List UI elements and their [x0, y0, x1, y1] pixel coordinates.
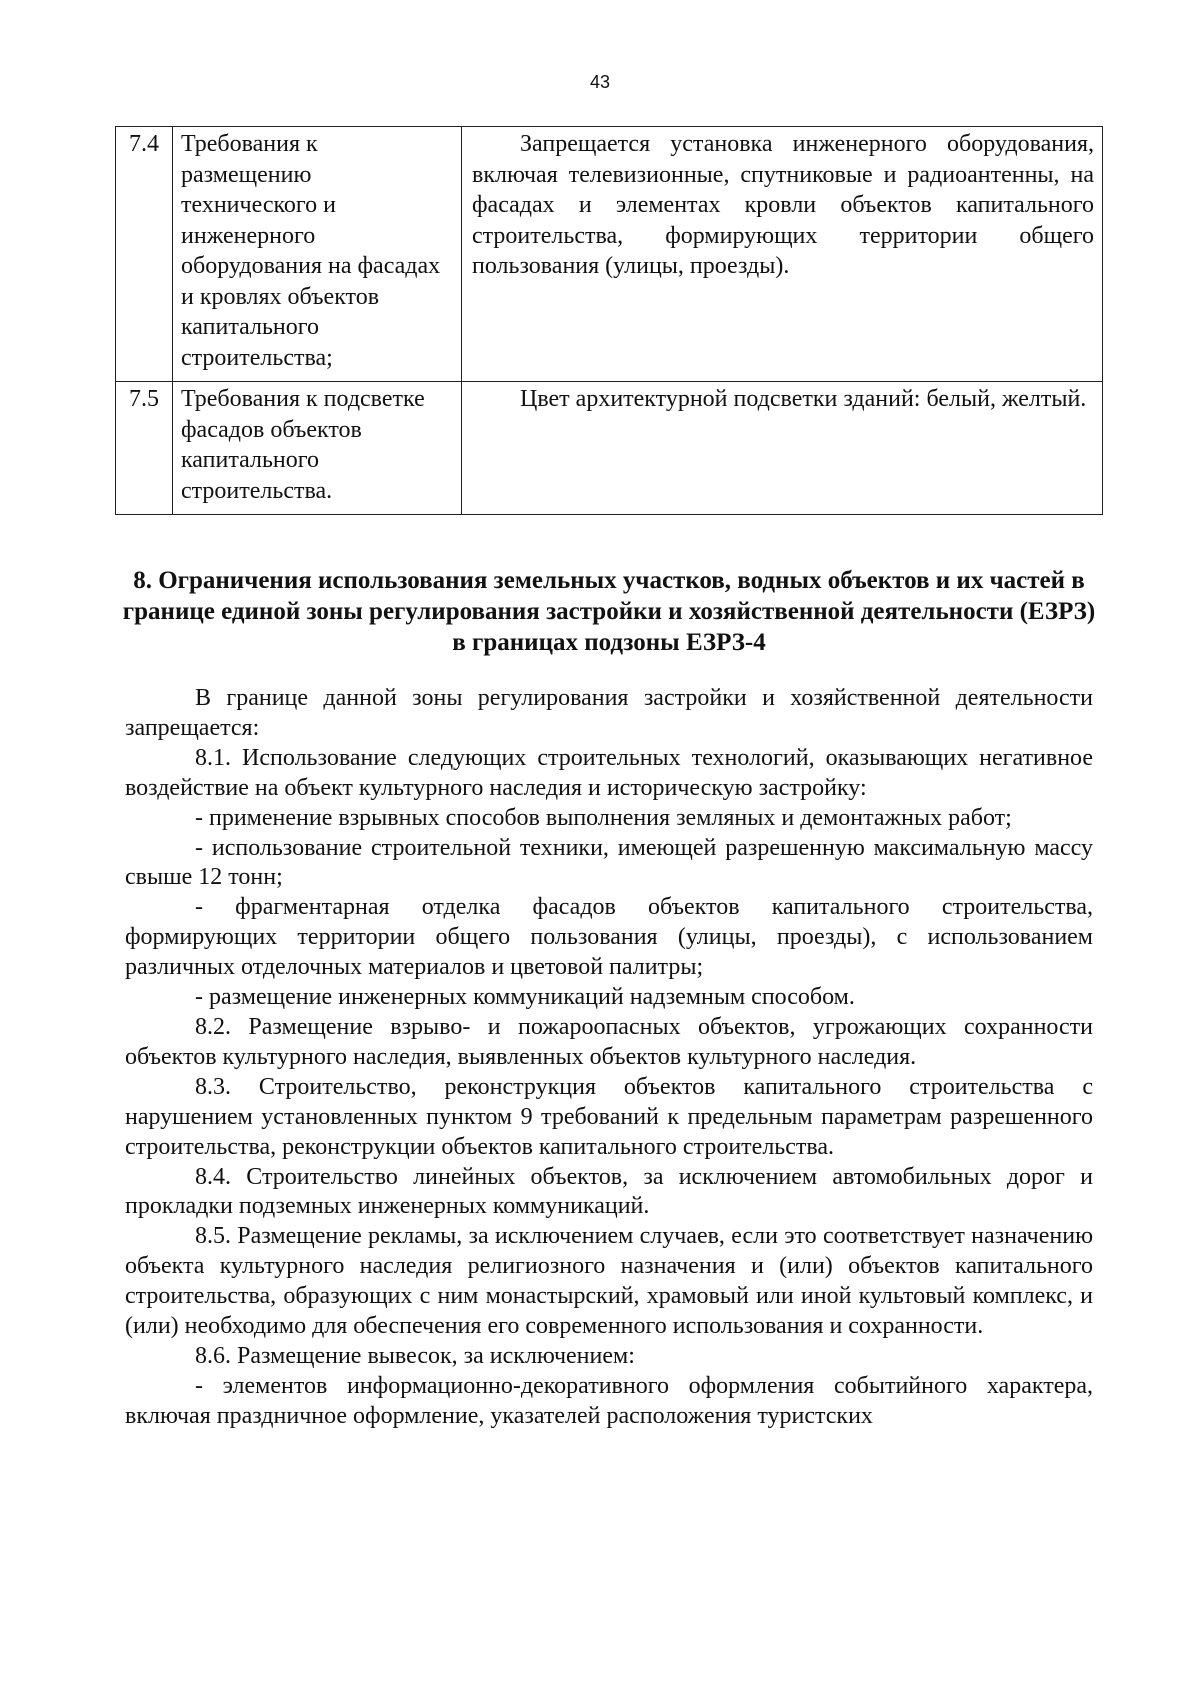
paragraph: - элементов информационно-декоративного оформления событийного характера, включая праздничное оформление, указателей расположения туристских	[125, 1372, 1093, 1429]
requirement-text: Цвет архитектурной подсветки зданий: белый, желтый.	[462, 382, 1103, 515]
paragraph: 8.1. Использование следующих строительных технологий, оказывающих негативное воздействие на объект культурного наследия и историческую застройку:	[125, 744, 1093, 801]
paragraph: 8.2. Размещение взрыво- и пожароопасных объектов, угрожающих сохранности объектов культурного наследия, выявленных объектов культурного наследия.	[125, 1013, 1093, 1070]
paragraph: В границе данной зоны регулирования застройки и хозяйственной деятельности запрещается:	[125, 685, 1093, 741]
row-number: 7.5	[116, 382, 173, 515]
requirement-text: Запрещается установка инженерного оборудования, включая телевизионные, спутниковые и радиоантенны, на фасадах и элементах кровли объектов капитального строительства, формирующих территории общего пользования (улицы, проезды).	[462, 127, 1103, 382]
paragraph: 8.6. Размещение вывесок, за исключением:	[195, 1342, 635, 1369]
paragraph: - фрагментарная отделка фасадов объектов капитального строительства, формирующих территории общего пользования (улицы, проезды), с использованием различных отделочных материалов и цветовой палитры;	[125, 894, 1093, 981]
page-number: 43	[589, 72, 611, 92]
section-heading: 8. Ограничения использования земельных участков, водных объектов и их частей в границе единой зоны регулирования застройки и хозяйственной деятельности (ЕЗРЗ) в границах подзоны ЕЗРЗ-4	[122, 567, 1096, 656]
paragraph: 8.3. Строительство, реконструкция объектов капитального строительства с нарушением установленных пунктом 9 требований к предельным параметрам разрешенного строительства, реконструкции объектов капитального строительства.	[125, 1073, 1093, 1160]
paragraph: - применение взрывных способов выполнения земляных и демонтажных работ;	[195, 804, 1012, 831]
requirement-name: Требования к подсветке фасадов объектов капитального строительства.	[173, 382, 462, 515]
requirement-name: Требования к размещению технического и инженерного оборудования на фасадах и кровлях объектов капитального строительства;	[173, 127, 462, 382]
paragraph: - использование строительной техники, имеющей разрешенную максимальную массу свыше 12 тонн;	[125, 834, 1093, 891]
table-row	[116, 382, 1103, 515]
row-number: 7.4	[116, 127, 173, 382]
paragraph: 8.5. Размещение рекламы, за исключением случаев, если это соответствует назначению объекта культурного наследия религиозного назначения и (или) объектов капитального строительства, образующих с ним монастырский, храмовый или иной культовый комплекс, и (или) необходимо для обеспечения его современного использования и сохранности.	[125, 1223, 1093, 1340]
paragraph: - размещение инженерных коммуникаций надземным способом.	[195, 984, 855, 1011]
requirements-table	[115, 126, 1103, 515]
table-row	[116, 127, 1103, 382]
section-body	[125, 684, 1093, 1432]
paragraph: 8.4. Строительство линейных объектов, за исключением автомобильных дорог и прокладки подземных инженерных коммуникаций.	[125, 1163, 1093, 1220]
